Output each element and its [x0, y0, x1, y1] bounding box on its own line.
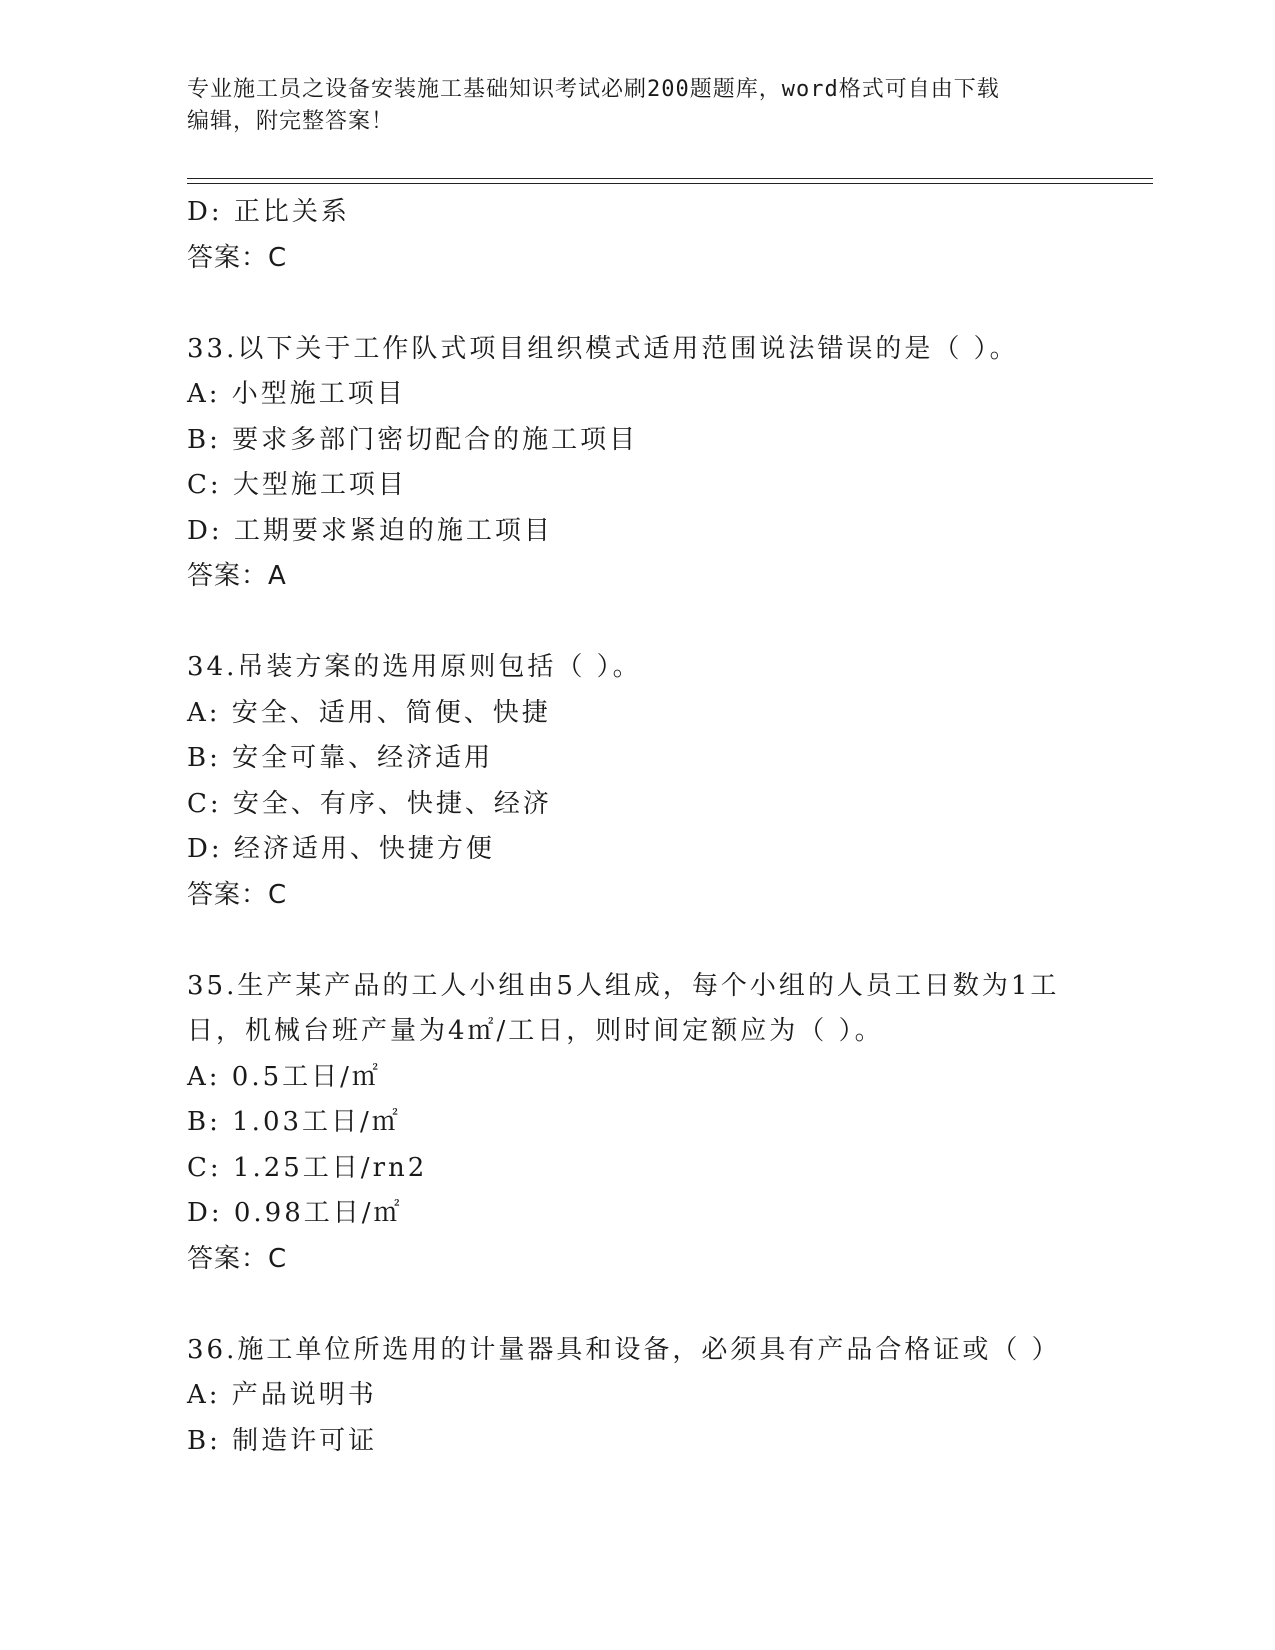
question-stem-continued: 日，机械台班产量为4㎡/工日，则时间定额应为（ ）。	[187, 1016, 884, 1046]
option-c: C: 大型施工项目	[187, 470, 407, 500]
question-35	[187, 964, 1147, 1283]
document-header	[187, 74, 1087, 138]
option-b: B: 安全可靠、经济适用	[187, 743, 494, 773]
option-c: C: 安全、有序、快捷、经济	[187, 788, 552, 819]
question-stem: 33.以下关于工作队式项目组织模式适用范围说法错误的是（ ）。	[187, 333, 1019, 364]
spacer	[187, 1282, 1147, 1328]
answer-line: 答案：C	[187, 879, 288, 910]
question-stem: 36.施工单位所选用的计量器具和设备，必须具有产品合格证或（ ）	[187, 1334, 1061, 1365]
spacer	[187, 600, 1147, 646]
spacer	[187, 918, 1147, 964]
question-34	[187, 645, 1147, 918]
option-a: A: 产品说明书	[187, 1380, 377, 1410]
option-d: D: 经济适用、快捷方便	[187, 834, 495, 864]
option-a: A: 0.5工日/㎡	[187, 1061, 381, 1092]
option-d: D: 工期要求紧迫的施工项目	[187, 515, 553, 546]
spacer	[187, 281, 1147, 327]
option-a: A: 安全、适用、简便、快捷	[187, 697, 551, 728]
answer-line: 答案：C	[187, 242, 288, 273]
question-32-tail	[187, 190, 1147, 281]
header-line-2: 编辑，附完整答案！	[187, 109, 395, 134]
option-d: D: 正比关系	[187, 197, 350, 227]
answer-line: 答案：A	[187, 561, 287, 591]
option-a: A: 小型施工项目	[187, 379, 406, 409]
question-stem: 34.吊装方案的选用原则包括（ ）。	[187, 652, 642, 682]
question-stem: 35.生产某产品的工人小组由5人组成，每个小组的人员工日数为1工	[187, 970, 1060, 1001]
question-33	[187, 327, 1147, 600]
header-divider-top	[187, 178, 1153, 179]
option-c: C: 1.25工日/rn2	[187, 1152, 428, 1183]
option-b: B: 1.03工日/㎡	[187, 1107, 401, 1137]
option-b: B: 制造许可证	[187, 1425, 378, 1456]
question-36	[187, 1328, 1147, 1465]
answer-line: 答案：C	[187, 1243, 288, 1274]
header-line-1: 专业施工员之设备安装施工基础知识考试必刷200题题库，word格式可自由下载	[187, 77, 1000, 102]
question-content	[187, 190, 1147, 1464]
option-b: B: 要求多部门密切配合的施工项目	[187, 424, 639, 455]
header-divider-bottom	[187, 183, 1153, 184]
option-d: D: 0.98工日/㎡	[187, 1198, 403, 1228]
